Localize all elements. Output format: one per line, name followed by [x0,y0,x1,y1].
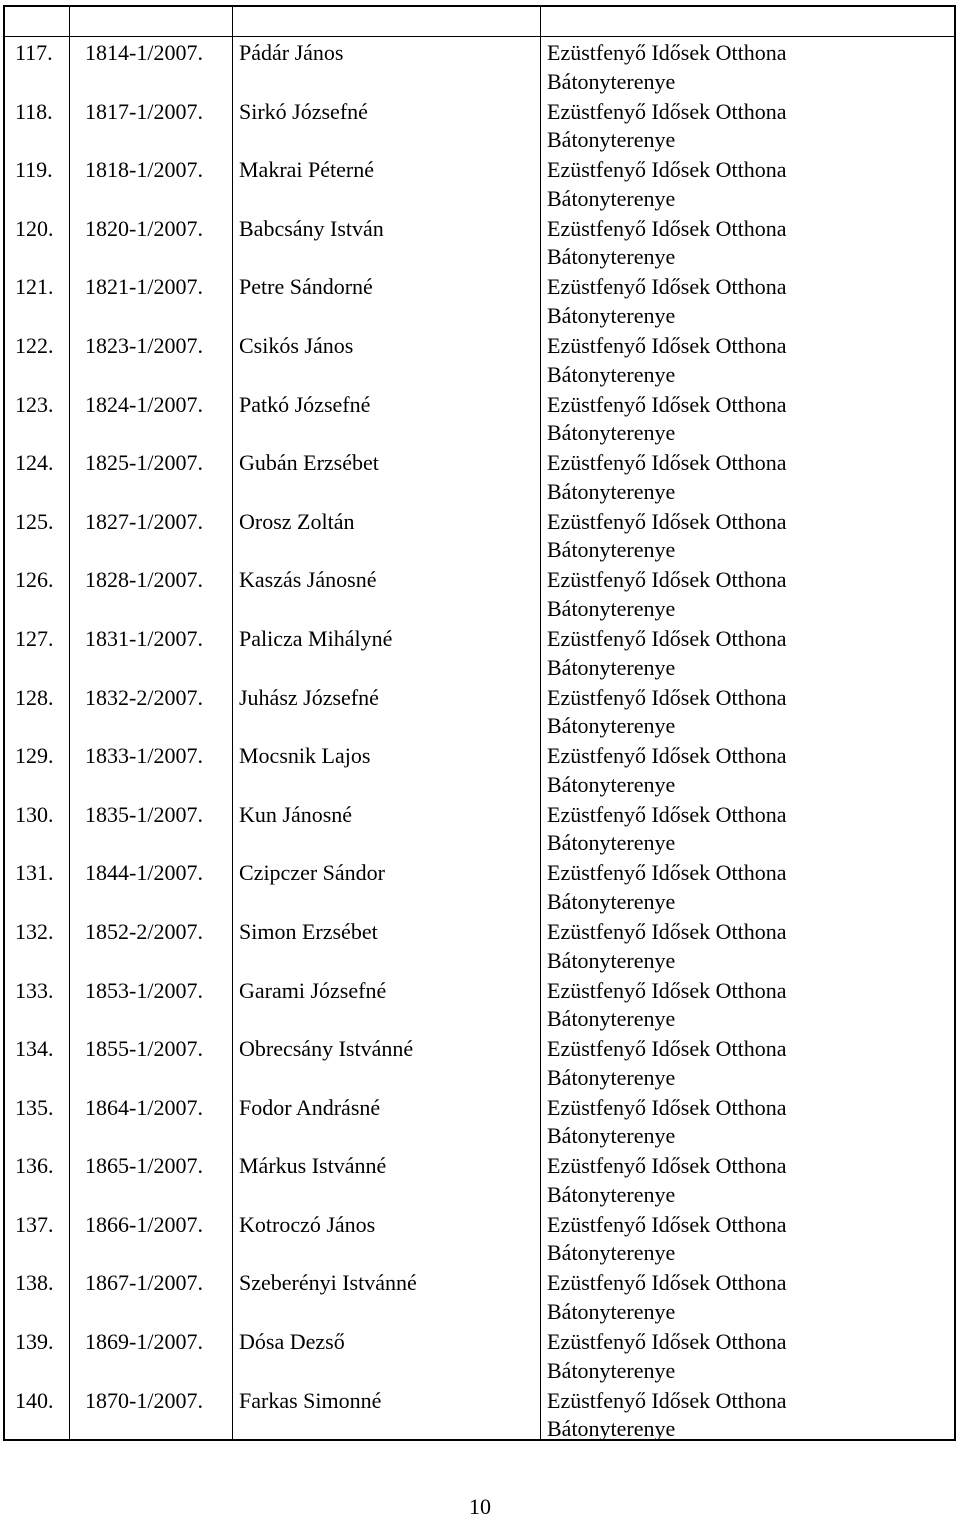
reference-number: 1824-1/2007. [85,391,203,417]
table-row [5,37,954,96]
row-number: 120. [15,215,54,241]
institution [547,1387,787,1444]
institution [547,1211,787,1268]
row-number: 140. [15,1387,54,1413]
row-number: 133. [15,977,54,1003]
institution [547,625,787,682]
table-row [5,799,954,858]
reference-number: 1814-1/2007. [85,40,203,65]
table-row [5,447,954,506]
institution [547,977,787,1034]
table-row [5,1326,954,1385]
row-number: 122. [15,332,54,358]
institution [547,508,787,565]
institution [547,156,787,213]
row-number: 118. [15,98,53,124]
institution [547,684,787,741]
institution-name: Ezüstfenyő Idősek Otthona [547,1153,787,1179]
row-number: 136. [15,1153,54,1179]
person-name: Babcsány István [239,215,384,241]
institution-city: Bátonyterenye [547,127,676,153]
row-number: 139. [15,1329,54,1355]
institution-city: Bátonyterenye [547,185,676,211]
row-number: 117. [15,40,53,65]
table-row [5,96,954,155]
person-name: Kotroczó János [239,1211,376,1237]
person-name: Farkas Simonné [239,1387,382,1413]
institution-name: Ezüstfenyő Idősek Otthona [547,40,787,65]
reference-number: 1818-1/2007. [85,157,203,183]
row-number: 127. [15,625,54,651]
institution-city: Bátonyterenye [547,888,676,914]
table-row [5,857,954,916]
institution-city: Bátonyterenye [547,478,676,504]
reference-number: 1864-1/2007. [85,1094,203,1120]
reference-number: 1870-1/2007. [85,1387,203,1413]
institution-city: Bátonyterenye [547,1181,676,1207]
institution [547,39,787,96]
institution-name: Ezüstfenyő Idősek Otthona [547,743,787,769]
institution-name: Ezüstfenyő Idősek Otthona [547,625,787,651]
records-table [3,5,956,1441]
table-row [5,740,954,799]
row-number: 129. [15,743,54,769]
institution-city: Bátonyterenye [547,1299,676,1325]
reference-number: 1855-1/2007. [85,1036,203,1062]
person-name: Gubán Erzsébet [239,450,379,476]
table-row [5,1150,954,1209]
person-name: Fodor Andrásné [239,1094,381,1120]
institution [547,918,787,975]
institution-name: Ezüstfenyő Idősek Otthona [547,1211,787,1237]
institution-city: Bátonyterenye [547,830,676,856]
reference-number: 1817-1/2007. [85,98,203,124]
person-name: Garami Józsefné [239,977,387,1003]
institution-city: Bátonyterenye [547,1064,676,1090]
reference-number: 1832-2/2007. [85,684,203,710]
institution-city: Bátonyterenye [547,361,676,387]
person-name: Obrecsány Istvánné [239,1036,414,1062]
table-row [5,389,954,448]
institution [547,332,787,389]
person-name: Kun Jánosné [239,801,353,827]
person-name: Csikós János [239,332,354,358]
person-name: Juhász Józsefné [239,684,379,710]
institution-name: Ezüstfenyő Idősek Otthona [547,274,787,300]
reference-number: 1852-2/2007. [85,918,203,944]
institution-city: Bátonyterenye [547,1123,676,1149]
table-row [5,1209,954,1268]
row-number: 135. [15,1094,54,1120]
institution-name: Ezüstfenyő Idősek Otthona [547,977,787,1003]
reference-number: 1867-1/2007. [85,1270,203,1296]
institution [547,1035,787,1092]
institution [547,391,787,448]
row-number: 128. [15,684,54,710]
person-name: Mocsnik Lajos [239,743,371,769]
table-row [5,506,954,565]
reference-number: 1869-1/2007. [85,1329,203,1355]
institution-name: Ezüstfenyő Idősek Otthona [547,1387,787,1413]
institution [547,801,787,858]
institution-name: Ezüstfenyő Idősek Otthona [547,1329,787,1355]
institution-name: Ezüstfenyő Idősek Otthona [547,801,787,827]
institution-name: Ezüstfenyő Idősek Otthona [547,567,787,593]
person-name: Makrai Péterné [239,157,374,183]
institution-name: Ezüstfenyő Idősek Otthona [547,157,787,183]
person-name: Pádár János [239,40,344,65]
row-number: 124. [15,450,54,476]
reference-number: 1844-1/2007. [85,860,203,886]
institution-city: Bátonyterenye [547,1240,676,1266]
reference-number: 1831-1/2007. [85,625,203,651]
table-row [5,916,954,975]
reference-number: 1827-1/2007. [85,508,203,534]
institution-city: Bátonyterenye [547,1357,676,1383]
reference-number: 1833-1/2007. [85,743,203,769]
row-number: 137. [15,1211,54,1237]
institution-city: Bátonyterenye [547,654,676,680]
table-row [5,1267,954,1326]
institution-city: Bátonyterenye [547,713,676,739]
person-name: Sirkó Józsefné [239,98,368,124]
institution [547,273,787,330]
person-name: Kaszás Jánosné [239,567,377,593]
institution-city: Bátonyterenye [547,1006,676,1032]
institution-name: Ezüstfenyő Idősek Otthona [547,332,787,358]
institution-name: Ezüstfenyő Idősek Otthona [547,918,787,944]
reference-number: 1820-1/2007. [85,215,203,241]
table-row [5,564,954,623]
row-number: 121. [15,274,54,300]
institution-city: Bátonyterenye [547,302,676,328]
page-number: 10 [469,1494,491,1519]
institution-city: Bátonyterenye [547,420,676,446]
table-row [5,623,954,682]
reference-number: 1828-1/2007. [85,567,203,593]
row-number: 131. [15,860,54,886]
reference-number: 1865-1/2007. [85,1153,203,1179]
table-row [5,271,954,330]
institution-name: Ezüstfenyő Idősek Otthona [547,684,787,710]
table-body [5,37,954,1443]
row-number: 123. [15,391,54,417]
row-number: 132. [15,918,54,944]
table-row [5,975,954,1034]
reference-number: 1866-1/2007. [85,1211,203,1237]
person-name: Patkó Józsefné [239,391,371,417]
table-row [5,1033,954,1092]
reference-number: 1823-1/2007. [85,332,203,358]
institution [547,566,787,623]
table-row [5,1385,954,1444]
row-number: 130. [15,801,54,827]
person-name: Orosz Zoltán [239,508,355,534]
institution [547,742,787,799]
person-name: Simon Erzsébet [239,918,378,944]
person-name: Dósa Dezső [239,1329,345,1355]
institution-city: Bátonyterenye [547,68,676,94]
institution-city: Bátonyterenye [547,595,676,621]
person-name: Petre Sándorné [239,274,373,300]
institution [547,98,787,155]
institution-name: Ezüstfenyő Idősek Otthona [547,860,787,886]
institution-name: Ezüstfenyő Idősek Otthona [547,508,787,534]
row-number: 134. [15,1036,54,1062]
institution [547,1269,787,1326]
institution-name: Ezüstfenyő Idősek Otthona [547,391,787,417]
row-number: 119. [15,157,53,183]
table-row [5,213,954,272]
institution [547,1328,787,1385]
institution [547,449,787,506]
institution-name: Ezüstfenyő Idősek Otthona [547,1094,787,1120]
row-number: 126. [15,567,54,593]
institution [547,859,787,916]
table-row [5,1092,954,1151]
table-row [5,682,954,741]
person-name: Szeberényi Istvánné [239,1270,417,1296]
person-name: Czipczer Sándor [239,860,385,886]
institution-city: Bátonyterenye [547,244,676,270]
person-name: Márkus Istvánné [239,1153,387,1179]
institution-city: Bátonyterenye [547,1416,676,1442]
institution-name: Ezüstfenyő Idősek Otthona [547,1036,787,1062]
institution-name: Ezüstfenyő Idősek Otthona [547,450,787,476]
reference-number: 1853-1/2007. [85,977,203,1003]
reference-number: 1825-1/2007. [85,450,203,476]
institution-city: Bátonyterenye [547,537,676,563]
institution-name: Ezüstfenyő Idősek Otthona [547,215,787,241]
institution-name: Ezüstfenyő Idősek Otthona [547,98,787,124]
reference-number: 1835-1/2007. [85,801,203,827]
table-row [5,154,954,213]
row-number: 125. [15,508,54,534]
institution-name: Ezüstfenyő Idősek Otthona [547,1270,787,1296]
institution-city: Bátonyterenye [547,947,676,973]
institution-city: Bátonyterenye [547,771,676,797]
row-number: 138. [15,1270,54,1296]
institution [547,1152,787,1209]
institution [547,215,787,272]
person-name: Palicza Mihályné [239,625,393,651]
table-row [5,330,954,389]
institution [547,1094,787,1151]
reference-number: 1821-1/2007. [85,274,203,300]
